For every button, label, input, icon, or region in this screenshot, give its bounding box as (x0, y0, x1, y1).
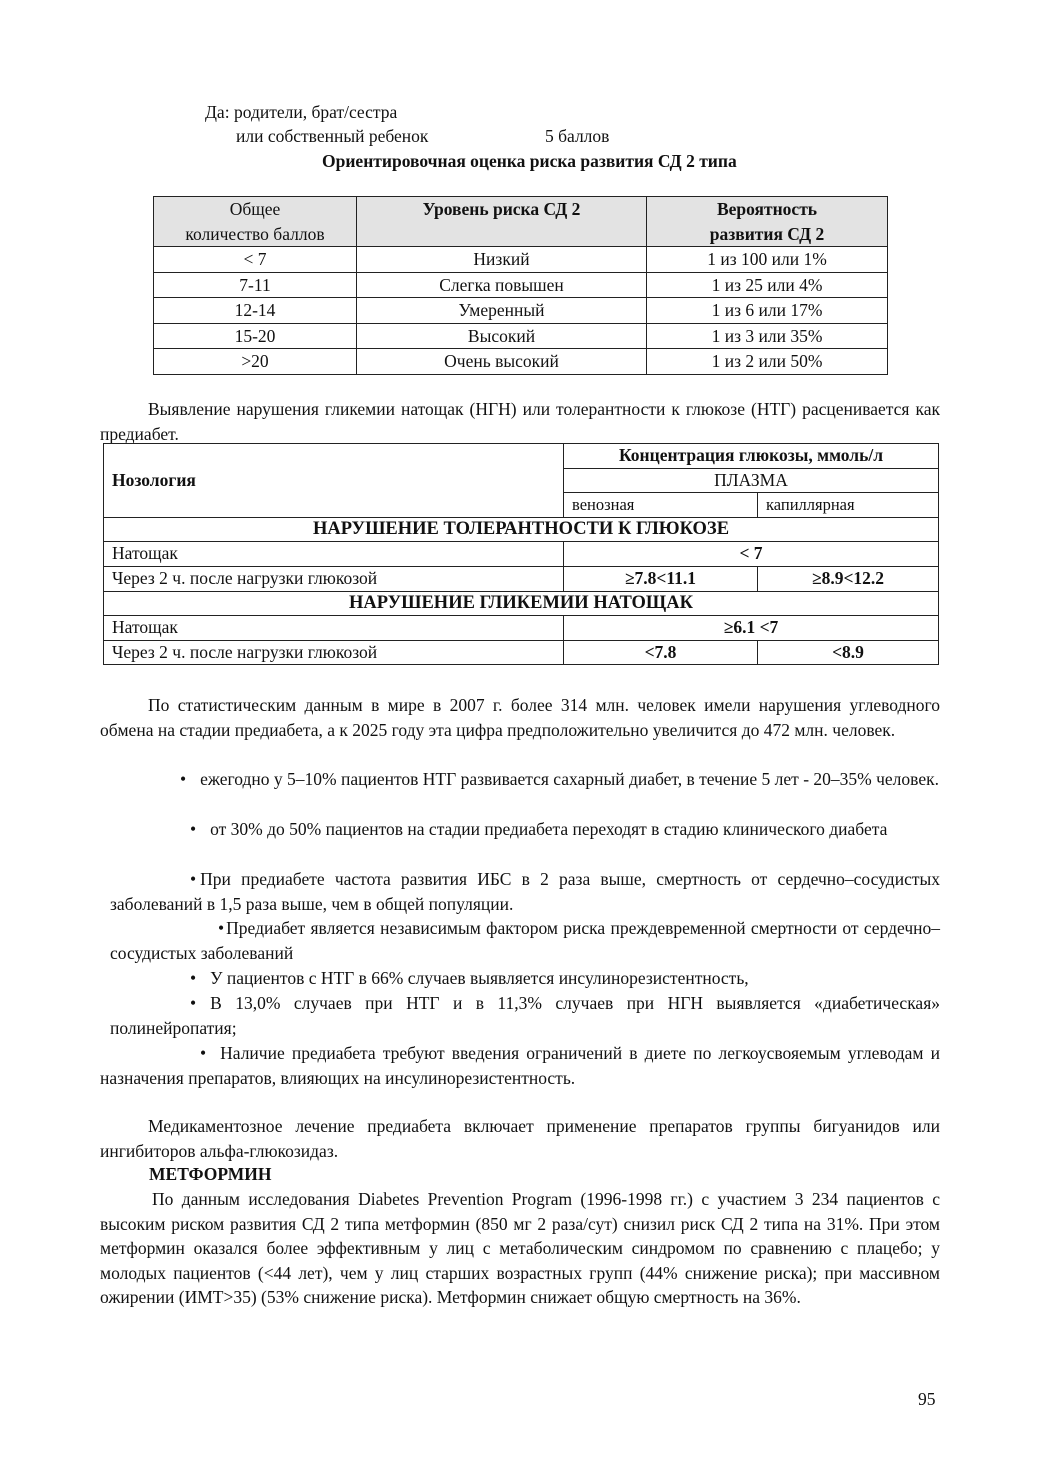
risk-table-header-row (154, 197, 888, 247)
row-label: Через 2 ч. после нагрузки глюкозой (104, 566, 564, 591)
venous-header: венозная (564, 493, 758, 518)
list-item (110, 916, 940, 965)
capillary-header: капиллярная (758, 493, 939, 518)
bullet-text: Наличие предиабета требуют введения ограничений в диете по легкоусвояемым углеводам и назначения препаратов, влияющих на инсулинорезистентность. (100, 1043, 940, 1088)
bullet-text: от 30% до 50% пациентов на стадии предиабета переходят в стадию клинического диабета (210, 819, 888, 839)
list-item (100, 1041, 940, 1090)
concentration-header: Концентрация глюкозы, ммоль/л (564, 444, 939, 469)
row-label: Натощак (104, 616, 564, 641)
bullet-icon: • (218, 918, 225, 938)
bullet-text: При предиабете частота развития ИБС в 2 раза выше, смертность от сердечно–сосудистых заболеваний в 1,5 раза выше, чем в общей популяции. (110, 869, 940, 914)
table-row (104, 542, 939, 567)
list-item (120, 767, 940, 792)
table-row (154, 349, 888, 375)
prediabetes-paragraph: Выявление нарушения гликемии натощак (НГН) или толерантности к глюкозе (НТГ) расценивается как предиабет. (100, 399, 940, 444)
level-cell: Слегка повышен (357, 272, 647, 298)
level-cell: Низкий (357, 247, 647, 273)
row-label: Через 2 ч. после нагрузки глюкозой (104, 640, 564, 665)
list-item (110, 966, 940, 991)
table-row (104, 616, 939, 641)
row-value: < 7 (564, 542, 939, 567)
risk-table-title: Ориентировочная оценка риска развития СД 2 типа (322, 151, 737, 171)
row-label: Натощак (104, 542, 564, 567)
capillary-value: <8.9 (758, 640, 939, 665)
table-row (104, 444, 939, 469)
table-row (154, 272, 888, 298)
venous-value: ≥7.8<11.1 (564, 566, 758, 591)
level-cell: Высокий (357, 323, 647, 349)
probability-cell: 1 из 100 или 1% (647, 247, 888, 273)
list-item (110, 867, 940, 916)
venous-value: <7.8 (564, 640, 758, 665)
bullet-icon: • (190, 819, 197, 839)
intro-line-2-score: 5 баллов (545, 126, 610, 146)
score-cell: 15-20 (154, 323, 357, 349)
page-number: 95 (918, 1389, 936, 1409)
table-row (104, 517, 939, 542)
plasma-header: ПЛАЗМА (564, 468, 939, 493)
score-cell: < 7 (154, 247, 357, 273)
section-impaired-tolerance: НАРУШЕНИЕ ТОЛЕРАНТНОСТИ К ГЛЮКОЗЕ (104, 517, 939, 542)
table-row (154, 247, 888, 273)
bullet-text: Предиабет является независимым фактором риска преждевременной смертности от сердечно–сосудистых заболеваний (110, 918, 940, 963)
table-row (104, 640, 939, 665)
bullet-icon: • (190, 968, 197, 988)
level-cell: Умеренный (357, 298, 647, 324)
nosology-header: Нозология (104, 444, 564, 518)
bullet-icon: • (200, 1043, 207, 1063)
capillary-value: ≥8.9<12.2 (758, 566, 939, 591)
list-item (110, 817, 940, 842)
probability-cell: 1 из 25 или 4% (647, 272, 888, 298)
header-prob-line2: развития СД 2 (709, 223, 825, 244)
probability-cell: 1 из 2 или 50% (647, 349, 888, 375)
metformin-paragraph: По данным исследования Diabetes Prevention Program (1996-1998 гг.) с участием 3 234 пациентов с высоким риском развития СД 2 типа метформин (850 мг 2 раза/сут) снизил риск СД 2 типа на 31%. При этом метформин оказался более эффективным у лиц с метаболическим синдромом по сравнению с плацебо; у молодых пациентов (<44 лет), чем у лиц старших возрастных групп (44% снижение риска); при массивном ожирении (ИМТ>35) (53% снижение риска). Метформин снижает общую смертность на 36%. (100, 1189, 940, 1307)
metformin-heading: МЕТФОРМИН (149, 1164, 272, 1184)
table-row (154, 298, 888, 324)
header-score-line2: количество баллов (185, 223, 325, 244)
table-row (104, 591, 939, 616)
bullet-icon: • (190, 993, 197, 1013)
bullet-text: ежегодно у 5–10% пациентов НТГ развивается сахарный диабет, в течение 5 лет - 20–35% человек. (200, 769, 939, 789)
probability-cell: 1 из 3 или 35% (647, 323, 888, 349)
header-score-line1: Общее (229, 199, 281, 219)
table-row (154, 323, 888, 349)
table-row (104, 566, 939, 591)
glucose-table (103, 443, 939, 665)
treatment-paragraph: Медикаментозное лечение предиабета включает применение препаратов группы бигуанидов или ингибиторов альфа-глюкозидаз. (100, 1116, 940, 1161)
bullet-icon: • (190, 869, 197, 889)
score-cell: 12-14 (154, 298, 357, 324)
risk-table-header-score (154, 197, 357, 247)
statistics-paragraph: По статистическим данным в мире в 2007 г. более 314 млн. человек имели нарушения углеводного обмена на стадии предиабета, а к 2025 году эта цифра предположительно увеличится до 472 млн. человек. (100, 695, 940, 740)
risk-table-header-level: Уровень риска СД 2 (357, 197, 647, 247)
bullet-icon: • (180, 769, 187, 789)
level-cell: Очень высокий (357, 349, 647, 375)
bullet-text: У пациентов с НТГ в 66% случаев выявляется инсулинорезистентность, (210, 968, 749, 988)
intro-line-2-text: или собственный ребенок (236, 126, 429, 146)
risk-table (153, 196, 888, 375)
list-item (110, 991, 940, 1040)
risk-table-header-probability (647, 197, 888, 247)
intro-line-1: Да: родители, брат/сестра (205, 102, 398, 122)
score-cell: 7-11 (154, 272, 357, 298)
bullet-text: В 13,0% случаев при НТГ и в 11,3% случаев при НГН выявляется «диабетическая» полинейропатия; (110, 993, 940, 1038)
score-cell: >20 (154, 349, 357, 375)
probability-cell: 1 из 6 или 17% (647, 298, 888, 324)
header-prob-line1: Вероятность (716, 199, 818, 219)
section-impaired-fasting: НАРУШЕНИЕ ГЛИКЕМИИ НАТОЩАК (104, 591, 939, 616)
row-value: ≥6.1 <7 (564, 616, 939, 641)
